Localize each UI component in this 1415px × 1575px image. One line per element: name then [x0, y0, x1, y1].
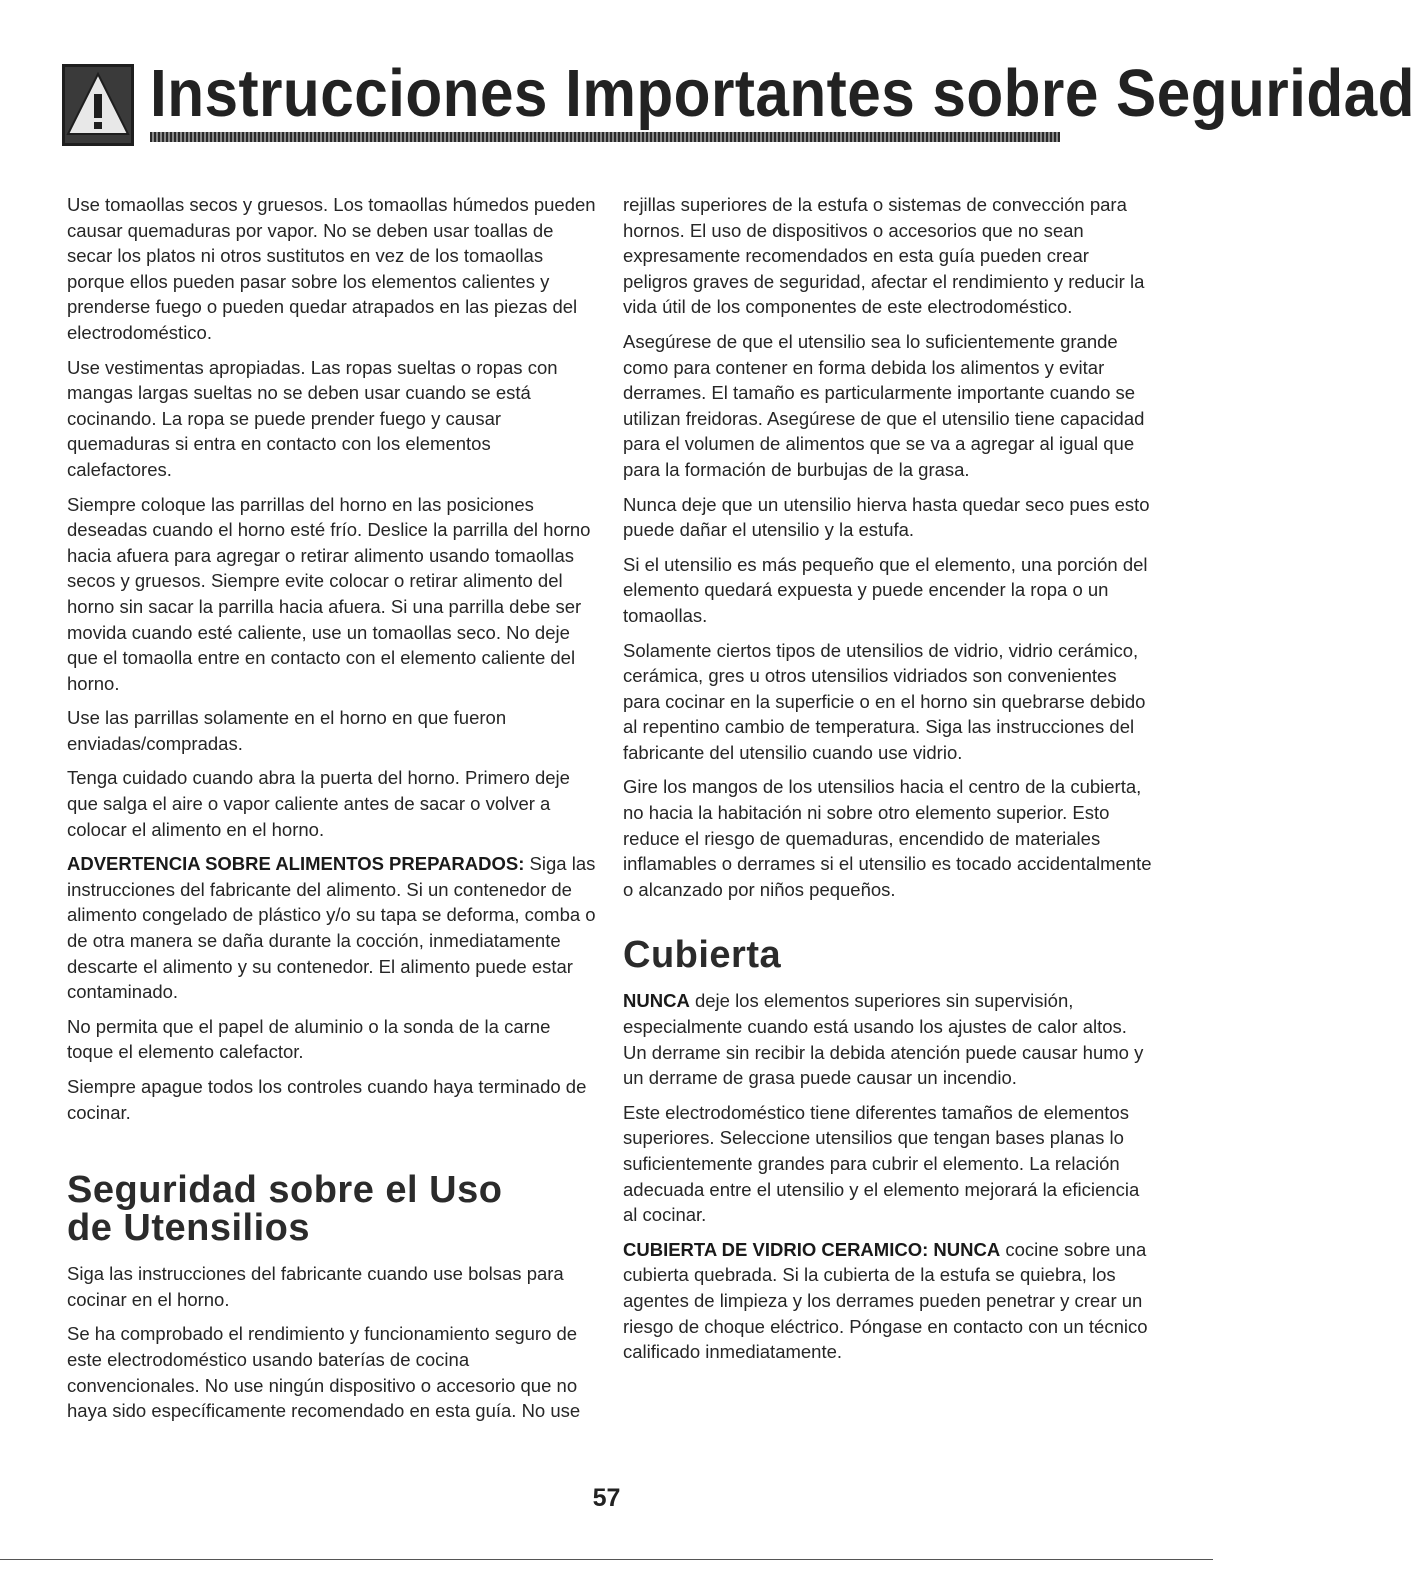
paragraph: Siempre apague todos los controles cuando haya terminado de cocinar. — [67, 1076, 587, 1123]
paragraph-text: deje los elementos superiores sin supervisión, especialmente cuando está usando los ajustes de calor altos. Un derrame sin recibir la debida atención puede causar humo y un derrame de grasa puede causar un incendio. — [623, 990, 1144, 1089]
paragraph: Nunca deje que un utensilio hierva hasta quedar seco pues esto puede dañar el utensilio y la estufa. — [623, 493, 1150, 541]
section-title-utensils — [67, 1169, 597, 1250]
section-title-line: de Utensilios — [67, 1207, 310, 1250]
paragraph — [67, 851, 597, 1005]
paragraph: Use vestimentas apropiadas. Las ropas sueltas o ropas con mangas largas sueltas no se deben usar cuando se está cocinando. La ropa se puede prender fuego y causar quemaduras si entra en contacto con los elementos calefactores. — [67, 356, 558, 480]
title-underline — [150, 132, 1060, 142]
page-header — [62, 52, 1415, 148]
section-title-line: Seguridad sobre el Uso — [67, 1169, 503, 1212]
paragraph: rejillas superiores de la estufa o sistemas de convección para hornos. El uso de dispositivos o accesorios que no sean expresamente recomendados en esta guía pueden crear peligros graves de seguridad, afectar el rendimiento y reducir la vida útil de los componentes de este electrodoméstico. — [623, 194, 1145, 318]
page-number: 57 — [592, 1484, 621, 1512]
warning-label: NUNCA — [623, 990, 690, 1012]
paragraph: Siempre coloque las parrillas del horno en las posiciones deseadas cuando el horno esté frío. Deslice la parrilla del horno hacia afuera para agregar o retirar alimento usando tomaollas secos y gruesos. Siempre evite colocar o retirar alimento del horno sin sacar la parrilla hacia afuera. Si una parrilla debe ser movida cuando esté caliente, use un tomaollas seco. No deje que el tomaolla entre en contacto con el elemento caliente del horno. — [67, 493, 591, 694]
paragraph: Si el utensilio es más pequeño que el elemento, una porción del elemento quedará expuesta y puede encender la ropa o un tomaollas. — [623, 553, 1148, 626]
paragraph: Use tomaollas secos y gruesos. Los tomaollas húmedos pueden causar quemaduras por vapor. No se deben usar toallas de secar los platos ni otros sustitutos en vez de los tomaollas porque ellos pueden pasar sobre los elementos calientes y prenderse fuego o pueden quedar atrapados en las piezas del electrodoméstico. — [67, 194, 596, 343]
paragraph — [623, 1237, 1153, 1365]
page-title: Instrucciones Importantes sobre Seguridad — [150, 56, 1415, 131]
warning-label: CUBIERTA DE VIDRIO CERAMICO: NUNCA — [623, 1238, 1001, 1260]
paragraph: No permita que el papel de aluminio o la sonda de la carne toque el elemento calefactor. — [67, 1015, 551, 1063]
warning-label: ADVERTENCIA SOBRE ALIMENTOS PREPARADOS: — [67, 853, 525, 875]
paragraph-text: cocine sobre una cubierta quebrada. Si la cubierta de la estufa se quiebra, los agentes de limpieza y los derrames pueden penetrar y crear un riesgo de choque eléctrico. Póngase en contacto con un técnico calificado inmediatamente. — [623, 1238, 1148, 1363]
paragraph: Tenga cuidado cuando abra la puerta del horno. Primero deje que salga el aire o vapor caliente antes de sacar o volver a colocar el alimento en el horno. — [67, 767, 570, 840]
paragraph-text: Siga las instrucciones del fabricante del alimento. Si un contenedor de alimento congelado de plástico y/o su tapa se deforma, comba o de otra manera se daña durante la cocción, inmediatamente descarte el alimento y su contenedor. El alimento puede estar contaminado. — [67, 853, 596, 1003]
paragraph: Solamente ciertos tipos de utensilios de vidrio, vidrio cerámico, cerámica, gres u otros utensilios vidriados son convenientes para cocinar en la superficie o en el horno sin quebrarse debido al repentino cambio de temperatura. Siga las instrucciones del fabricante del utensilio cuando use vidrio. — [623, 639, 1146, 763]
paragraph: Gire los mangos de los utensilios hacia el centro de la cubierta, no hacia la habitación ni sobre otro elemento superior. Esto reduce el riesgo de quemaduras, encendido de materiales inflamables o derrames si el utensilio es tocado accidentalmente o alcanzado por niños pequeños. — [623, 776, 1152, 900]
paragraph: Se ha comprobado el rendimiento y funcionamiento seguro de este electrodoméstico usando baterías de cocina convencionales. No use ningún dispositivo o accesorio que no haya sido específicamente recomendado en esta guía. No use — [67, 1323, 581, 1422]
right-column — [623, 192, 1153, 1374]
paragraph: Este electrodoméstico tiene diferentes tamaños de elementos superiores. Seleccione utensilios que tengan bases planas lo suficientemente grandes para cubrir el elemento. La relación adecuada entre el utensilio y el elemento mejorará la eficiencia al cocinar. — [623, 1101, 1140, 1226]
section-title-cooktop: Cubierta — [623, 934, 782, 977]
paragraph — [623, 988, 1153, 1090]
warning-triangle-icon — [62, 64, 134, 146]
paragraph: Siga las instrucciones del fabricante cuando use bolsas para cocinar en el horno. — [67, 1263, 564, 1310]
left-column — [67, 192, 597, 1433]
footer-rule — [0, 1559, 1213, 1560]
paragraph: Asegúrese de que el utensilio sea lo suficientemente grande como para contener en forma debida los alimentos y evitar derrames. El tamaño es particularmente importante cuando se utilizan freidoras. Asegúrese de que el utensilio tiene capacidad para el volumen de alimentos que se va a agregar al igual que para la formación de burbujas de la grasa. — [623, 330, 1145, 480]
paragraph: Use las parrillas solamente en el horno en que fueron enviadas/compradas. — [67, 707, 507, 754]
